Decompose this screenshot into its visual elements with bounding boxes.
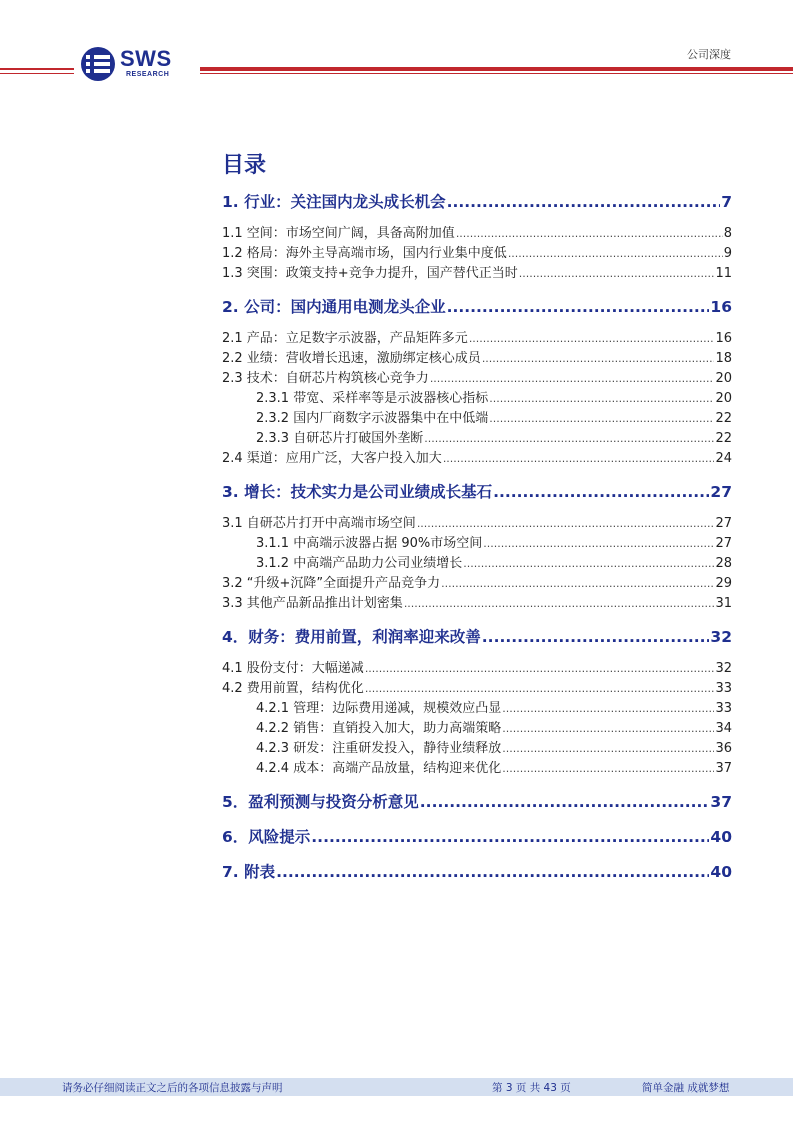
toc-entry-page: 31 bbox=[715, 596, 732, 611]
report-type-label: 公司深度 bbox=[687, 48, 731, 61]
toc-leader-dots bbox=[456, 227, 723, 240]
toc-entry-page: 22 bbox=[715, 431, 732, 446]
toc-leader-dots bbox=[493, 483, 709, 501]
toc-entry-title: 3.1 自研芯片打开中高端市场空间 bbox=[222, 516, 416, 531]
toc-entry-page: 40 bbox=[710, 863, 732, 881]
toc-entry-level3[interactable] bbox=[222, 757, 732, 777]
toc-entry-level1[interactable] bbox=[222, 190, 732, 212]
toc-entry-level2[interactable] bbox=[222, 242, 732, 262]
toc-entry-level3[interactable] bbox=[222, 737, 732, 757]
toc-entry-page: 11 bbox=[715, 266, 732, 281]
toc-entry-level2[interactable] bbox=[222, 572, 732, 592]
toc-entry-title: 6．风险提示 bbox=[222, 828, 311, 846]
toc-entry-title: 5．盈利预测与投资分析意见 bbox=[222, 793, 419, 811]
toc-entry-page: 24 bbox=[715, 451, 732, 466]
toc-entry-page: 32 bbox=[715, 661, 732, 676]
toc-entry-level1[interactable] bbox=[222, 295, 732, 317]
toc-leader-dots bbox=[447, 298, 710, 316]
toc-leader-dots bbox=[519, 267, 715, 280]
toc-entry-page: 27 bbox=[715, 536, 732, 551]
header-rule-left-thin bbox=[0, 73, 74, 74]
toc-entry-title: 1.2 格局：海外主导高端市场，国内行业集中度低 bbox=[222, 246, 507, 261]
toc-leader-dots bbox=[430, 372, 715, 385]
header-rule-right bbox=[200, 67, 793, 71]
toc-entry-page: 16 bbox=[710, 298, 732, 316]
toc-entry-level1[interactable] bbox=[222, 625, 732, 647]
toc-leader-dots bbox=[502, 702, 714, 715]
toc-leader-dots bbox=[489, 412, 714, 425]
toc-entry-level3[interactable] bbox=[222, 697, 732, 717]
toc-entry-level1[interactable] bbox=[222, 860, 732, 882]
toc-entry-level2[interactable] bbox=[222, 347, 732, 367]
toc-leader-dots bbox=[463, 557, 714, 570]
toc-leader-dots bbox=[447, 193, 721, 211]
toc-entry-page: 27 bbox=[715, 516, 732, 531]
toc-entry-title: 2.1 产品：立足数字示波器，产品矩阵多元 bbox=[222, 331, 468, 346]
toc-entry-level2[interactable] bbox=[222, 327, 732, 347]
footer-disclaimer: 请务必仔细阅读正文之后的各项信息披露与声明 bbox=[62, 1082, 283, 1094]
toc-entry-level1[interactable] bbox=[222, 825, 732, 847]
toc-entry-level3[interactable] bbox=[222, 387, 732, 407]
toc-leader-dots bbox=[417, 517, 715, 530]
toc-entry-level2[interactable] bbox=[222, 677, 732, 697]
toc-entry-page: 22 bbox=[715, 411, 732, 426]
toc-entry-title: 7. 附表 bbox=[222, 863, 276, 881]
toc-entry-title: 2.4 渠道：应用广泛，大客户投入加大 bbox=[222, 451, 442, 466]
toc-leader-dots bbox=[489, 392, 714, 405]
toc-leader-dots bbox=[404, 597, 715, 610]
toc-entry-page: 33 bbox=[715, 681, 732, 696]
toc-entry-page: 32 bbox=[710, 628, 732, 646]
toc-entry-title: 4.2 费用前置，结构优化 bbox=[222, 681, 364, 696]
toc-entry-page: 40 bbox=[710, 828, 732, 846]
header-rule-left bbox=[0, 68, 74, 70]
toc-entry-page: 37 bbox=[710, 793, 732, 811]
toc-entry-title: 2.2 业绩：营收增长迅速，激励绑定核心成员 bbox=[222, 351, 481, 366]
toc-entry-level2[interactable] bbox=[222, 512, 732, 532]
toc-entry-page: 8 bbox=[723, 226, 732, 241]
toc-entry-level2[interactable] bbox=[222, 222, 732, 242]
toc-entry-level3[interactable] bbox=[222, 427, 732, 447]
toc-entry-page: 34 bbox=[715, 721, 732, 736]
toc-entry-page: 37 bbox=[715, 761, 732, 776]
toc-entry-level2[interactable] bbox=[222, 592, 732, 612]
toc-entry-level3[interactable] bbox=[222, 552, 732, 572]
toc-entry-title: 3. 增长：技术实力是公司业绩成长基石 bbox=[222, 483, 493, 501]
toc-leader-dots bbox=[483, 537, 714, 550]
toc-entry-page: 20 bbox=[715, 371, 732, 386]
header-rule-right-thin bbox=[200, 73, 793, 74]
toc-leader-dots bbox=[482, 628, 710, 646]
toc-entry-page: 20 bbox=[715, 391, 732, 406]
logo-subtext: RESEARCH bbox=[126, 71, 170, 78]
footer-slogan: 简单金融 成就梦想 bbox=[642, 1082, 730, 1094]
logo-wordmark: SWS bbox=[120, 46, 172, 71]
toc-entry-page: 7 bbox=[721, 193, 732, 211]
toc-entry-page: 33 bbox=[715, 701, 732, 716]
sws-logo bbox=[80, 44, 190, 84]
toc-leader-dots bbox=[469, 332, 715, 345]
toc-entry-page: 18 bbox=[715, 351, 732, 366]
toc-leader-dots bbox=[502, 742, 714, 755]
toc-entry-level1[interactable] bbox=[222, 790, 732, 812]
toc-entry-title: 1.1 空间：市场空间广阔，具备高附加值 bbox=[222, 226, 455, 241]
toc-entry-title: 3.3 其他产品新品推出计划密集 bbox=[222, 596, 403, 611]
toc-entry-page: 16 bbox=[715, 331, 732, 346]
toc-entry-level3[interactable] bbox=[222, 717, 732, 737]
toc-leader-dots bbox=[443, 452, 715, 465]
toc-leader-dots bbox=[276, 863, 709, 881]
toc-entry-title: 4.2.3 研发：注重研发投入，静待业绩释放 bbox=[256, 741, 502, 756]
toc-entry-title: 2. 公司：国内通用电测龙头企业 bbox=[222, 298, 446, 316]
toc-entry-level1[interactable] bbox=[222, 480, 732, 502]
toc-entry-title: 3.1.2 中高端产品助力公司业绩增长 bbox=[256, 556, 463, 571]
toc-entry-level2[interactable] bbox=[222, 447, 732, 467]
sws-logo-icon bbox=[80, 46, 116, 82]
toc-leader-dots bbox=[502, 762, 714, 775]
toc-entry-title: 4.2.4 成本：高端产品放量，结构迎来优化 bbox=[256, 761, 502, 776]
toc-entry-page: 29 bbox=[715, 576, 732, 591]
toc-leader-dots bbox=[502, 722, 714, 735]
toc-leader-dots bbox=[365, 682, 715, 695]
toc-entry-page: 27 bbox=[710, 483, 732, 501]
toc-entry-title: 4.2.2 销售：直销投入加大，助力高端策略 bbox=[256, 721, 502, 736]
toc-entry-title: 3.1.1 中高端示波器占据 90%市场空间 bbox=[256, 536, 483, 551]
toc-entry-title: 4.1 股份支付：大幅递减 bbox=[222, 661, 364, 676]
toc-leader-dots bbox=[441, 577, 714, 590]
toc-entry-title: 4．财务：费用前置，利润率迎来改善 bbox=[222, 628, 481, 646]
toc-leader-dots bbox=[508, 247, 723, 260]
footer-page-number: 第 3 页 共 43 页 bbox=[492, 1082, 571, 1094]
toc-entry-level2[interactable] bbox=[222, 262, 732, 282]
toc-entry-title: 3.2 “升级+沉降”全面提升产品竞争力 bbox=[222, 576, 441, 591]
toc-entry-level3[interactable] bbox=[222, 407, 732, 427]
toc-leader-dots bbox=[365, 662, 715, 675]
toc-entry-title: 4.2.1 管理：边际费用递减，规模效应凸显 bbox=[256, 701, 502, 716]
toc-leader-dots bbox=[424, 432, 714, 445]
toc-entry-page: 36 bbox=[715, 741, 732, 756]
toc-entry-title: 1.3 突围：政策支持+竞争力提升，国产替代正当时 bbox=[222, 266, 518, 281]
table-of-contents bbox=[222, 190, 732, 892]
toc-entry-level2[interactable] bbox=[222, 657, 732, 677]
toc-entry-title: 2.3 技术：自研芯片构筑核心竞争力 bbox=[222, 371, 429, 386]
toc-leader-dots bbox=[482, 352, 715, 365]
toc-leader-dots bbox=[420, 793, 710, 811]
toc-entry-title: 2.3.3 自研芯片打破国外垄断 bbox=[256, 431, 424, 446]
toc-leader-dots bbox=[311, 828, 709, 846]
toc-entry-title: 1. 行业：关注国内龙头成长机会 bbox=[222, 193, 446, 211]
toc-entry-title: 2.3.2 国内厂商数字示波器集中在中低端 bbox=[256, 411, 489, 426]
toc-entry-title: 2.3.1 带宽、采样率等是示波器核心指标 bbox=[256, 391, 489, 406]
toc-entry-page: 9 bbox=[723, 246, 732, 261]
toc-entry-level2[interactable] bbox=[222, 367, 732, 387]
toc-title: 目录 bbox=[222, 153, 267, 178]
toc-entry-page: 28 bbox=[715, 556, 732, 571]
toc-entry-level3[interactable] bbox=[222, 532, 732, 552]
